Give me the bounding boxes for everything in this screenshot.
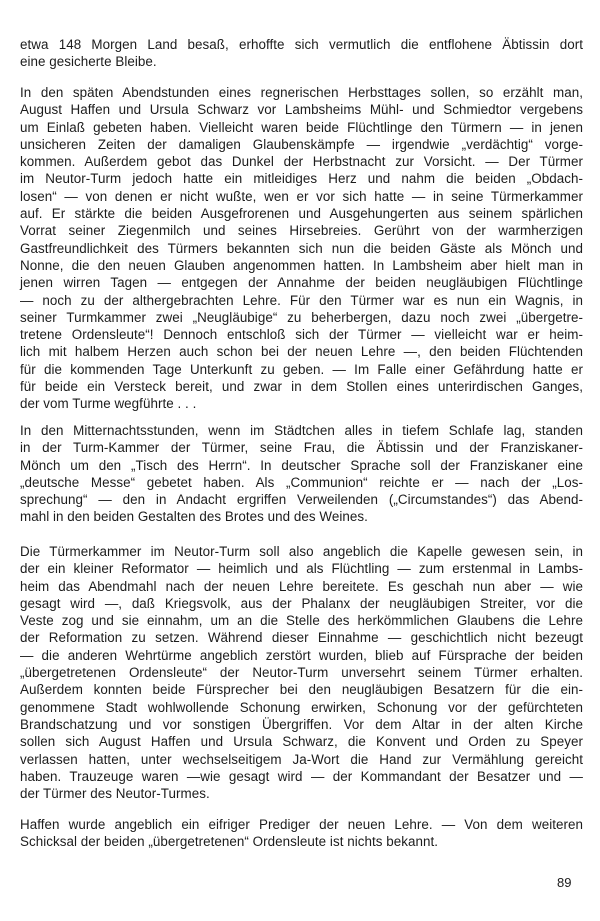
text-line: kommen. Außerdem gebot das Dunkel der Herbstnacht zur Vorsicht. — Der Türmer <box>20 154 583 170</box>
text-line: Veste zog und sie einnahm, um an die Stelle des herkömmlichen Glaubens die Lehre <box>20 613 583 629</box>
text-line: um Einlaß gebeten haben. Vielleicht waren beide Flüchtlinge den Türmern — in jenen <box>20 119 583 135</box>
text-line: gesagt wird —, daß Kriegsvolk, aus der Phalanx der neugläubigen Streiter, vor die <box>20 595 583 611</box>
text-line: für beide ein Versteck bereit, und zwar in dem Stollen eines unterirdischen Ganges, <box>20 379 583 395</box>
text-line: In den späten Abendstunden eines regnerischen Herbsttages sollen, so erzählt man, <box>20 85 583 100</box>
page-number: 89 <box>557 875 572 890</box>
text-line: jenen wirren Tagen — entgegen der Annahme der beiden neugläubigen Flüchtlinge <box>20 275 583 291</box>
text-line: Brandschatzung und vor sonstigen Übergriffen. Vor dem Altar in der alten Kirche <box>20 716 583 732</box>
paragraph <box>20 543 583 802</box>
text-line: mahl in den beiden Gestalten des Brotes und des Weines. <box>20 509 368 525</box>
text-line: Die Türmerkammer im Neutor-Turm soll also angeblich die Kapelle gewesen sein, in <box>20 544 583 559</box>
text-line: Außerdem konnten beide Fürsprecher bei den neugläubigen Besatzern für die ein- <box>20 682 583 698</box>
text-line: auf. Er stärkte die beiden Ausgefrorenen und Ausgehungerten aus seinem spärlichen <box>20 206 583 222</box>
text-line: für die kommenden Tage Unterkunft zu geben. — Im Falle einer Gefährdung hatte er <box>20 361 583 377</box>
text-line: im Neutor-Turm jedoch hatte ein mitleidiges Herz und nahm die beiden „Obdach- <box>20 171 583 187</box>
text-line: In den Mitternachtsstunden, wenn im Städtchen alles in tiefem Schlafe lag, standen <box>20 423 583 438</box>
text-line: Nonne, die den neuen Glauben angenommen hatten. In Lambsheim aber hielt man in <box>20 257 583 273</box>
text-line: der Reformation zu setzen. Während dieser Einnahme — geschichtlich nicht bezeugt <box>20 630 583 646</box>
text-line: der ein kleiner Reformator — heimlich und als Flüchtling — zum erstenmal in Lambs- <box>20 561 583 577</box>
paragraph <box>20 36 583 71</box>
paragraph <box>20 84 583 413</box>
text-line: Mönch um den „Tisch des Herrn“. In deutscher Sprache soll der Franziskaner eine <box>20 457 583 473</box>
text-line: Gastfreundlichkeit des Türmers bekannten sich nun die beiden Gäste als Mönch und <box>20 240 583 256</box>
text-line: unsicheren Zeiten der damaligen Glaubenskämpfe — irgendwie „verdächtig“ vorge- <box>20 136 583 152</box>
text-line: etwa 148 Morgen Land besaß, erhoffte sich vermutlich die entflohene Äbtissin dort <box>20 37 583 52</box>
text-line: der Türmer des Neutor-Turmes. <box>20 786 210 802</box>
text-line: tretene Ordensleute“! Dennoch entschloß sich der Türmer — vielleicht war er heim- <box>20 327 583 343</box>
text-line: sprechung“ — den in Andacht ergriffen Verweilenden („Circumstandes“) das Abend- <box>20 492 583 508</box>
text-line: — die anderen Wehrtürme angeblich zerstört wurden, blieb auf Fürsprache der beiden <box>20 647 583 663</box>
text-line: eine gesicherte Bleibe. <box>20 54 157 70</box>
text-line: Schicksal der beiden „übergetretenen“ Ordensleute ist nichts bekannt. <box>20 834 439 850</box>
text-line: genommene Stadt wohlwollende Schonung erwirken, Schonung vor der gefürchteten <box>20 699 583 715</box>
text-line: seiner Turmkammer zwei „Neugläubige“ zu beherbergen, dazu noch zwei „übergetre- <box>20 309 583 325</box>
text-line: „deutsche Messe“ gebetet haben. Als „Communion“ reichte er — nach der „Los- <box>20 474 583 490</box>
text-line: der vom Turme wegführte . . . <box>20 396 197 412</box>
text-line: — noch zu der althergebrachten Lehre. Für den Türmer war es nun ein Wagnis, in <box>20 292 583 308</box>
text-line: lich mit halbem Herzen auch schon bei der neuen Lehre —, den beiden Flüchtenden <box>20 344 583 360</box>
text-line: „übergetretenen Ordensleute“ der Neutor-Turm unversehrt seinem Türmer erhalten. <box>20 665 583 681</box>
text-line: Haffen wurde angeblich ein eifriger Prediger der neuen Lehre. — Von dem weiteren <box>20 817 583 832</box>
text-line: sollen sich August Haffen und Ursula Schwarz, die Konvent und Orden zu Speyer <box>20 734 583 750</box>
paragraph <box>20 816 583 851</box>
text-line: in der Turm-Kammer der Türmer, seine Frau, die Äbtissin und der Franziskaner- <box>20 440 583 456</box>
text-line: verlassen hatten, unter wechselseitigem Ja-Wort die Hand zur Vermählung gereicht <box>20 751 583 767</box>
text-line: haben. Trauzeuge waren —wie gesagt wird — der Kommandant der Besatzer und — <box>20 768 583 784</box>
text-line: August Haffen und Ursula Schwarz vor Lambsheims Mühl- und Schmiedtor vergebens <box>20 102 583 118</box>
paragraph <box>20 422 583 526</box>
text-line: Vorrat seiner Ziegenmilch und seines Hirsebreies. Gerührt von der warmherzigen <box>20 223 583 239</box>
text-line: losen“ — von denen er nicht wußte, wen er vor sich hatte — in seine Türmerkammer <box>20 188 583 204</box>
text-line: heim das Abendmahl nach der neuen Lehre bereitete. Es geschah nun aber — wie <box>20 578 583 594</box>
